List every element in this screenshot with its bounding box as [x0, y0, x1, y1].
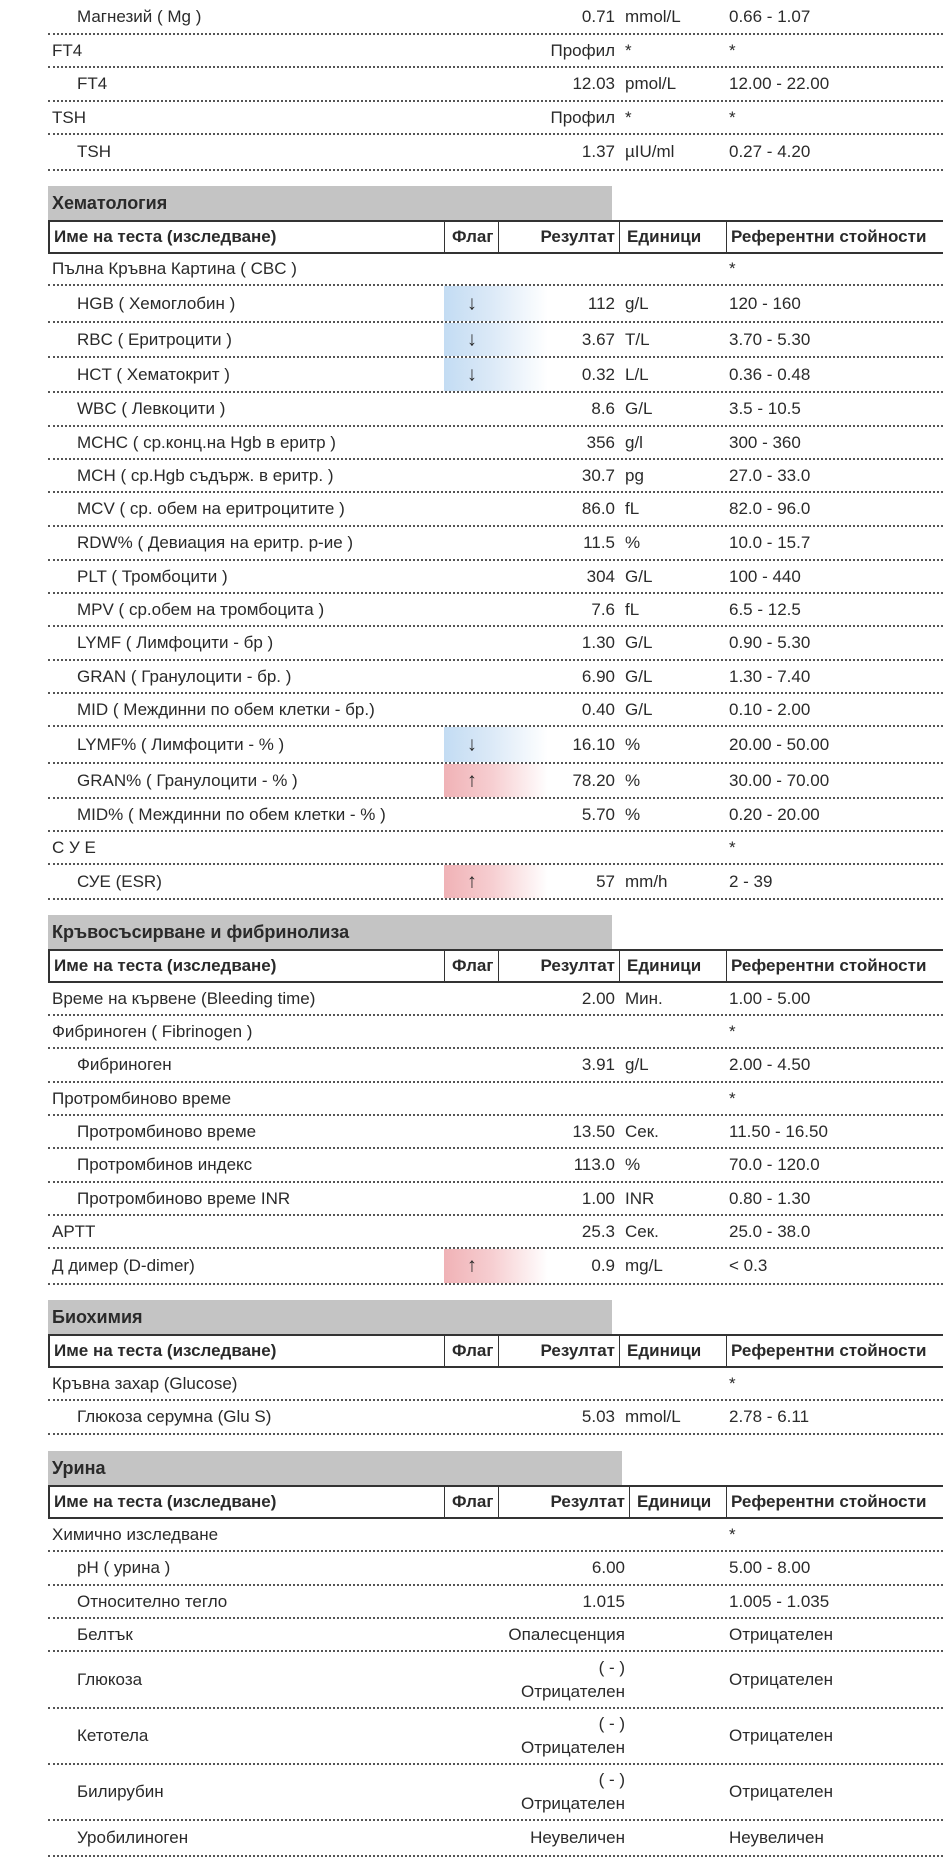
- test-name: LYMF ( Лимфоцити - бр ): [77, 633, 274, 652]
- table-row: [48, 1249, 943, 1285]
- test-name: MCV ( ср. обем на еритроцитите ): [77, 499, 345, 518]
- test-reference: 3.5 - 10.5: [729, 399, 801, 418]
- table-row: [48, 135, 943, 171]
- test-name: MCHC ( ср.конц.на Hgb в еритр ): [77, 432, 336, 452]
- test-reference: 0.90 - 5.30: [729, 633, 811, 652]
- test-name: HGB ( Хемоглобин ): [77, 293, 236, 313]
- test-unit: mmol/L: [625, 1407, 681, 1426]
- test-result: Неувеличен: [530, 1828, 625, 1847]
- test-reference: 2.78 - 6.11: [729, 1407, 810, 1426]
- test-unit: G/L: [625, 699, 653, 719]
- test-reference: 82.0 - 96.0: [729, 499, 811, 518]
- test-unit: %: [625, 1155, 641, 1174]
- table-header: [48, 1334, 943, 1368]
- test-reference: Отрицателен: [729, 1669, 834, 1689]
- table-row: [48, 68, 943, 102]
- test-name: Фибриноген ( Fibrinogen ): [52, 1021, 253, 1041]
- table-row: [48, 1552, 943, 1586]
- column-divider: [444, 951, 445, 981]
- table-row: [48, 983, 943, 1016]
- test-reference: 6.5 - 12.5: [729, 599, 801, 619]
- test-name: RBC ( Еритроцити ): [77, 329, 232, 349]
- test-unit: %: [625, 804, 641, 824]
- test-name: Уробилиноген: [77, 1828, 189, 1847]
- test-unit: pmol/L: [625, 74, 677, 93]
- column-divider: [498, 951, 499, 981]
- test-result: Профил: [550, 40, 615, 60]
- test-result-line: Отрицателен: [520, 1794, 625, 1813]
- test-name: Относително тегло: [77, 1591, 228, 1611]
- test-name: TSH: [77, 142, 111, 161]
- test-result: 1.00: [581, 1188, 615, 1208]
- column-header-unit: Единици: [627, 1341, 702, 1360]
- column-header-reference: Референтни стойности: [731, 1341, 927, 1360]
- test-result-line: ( - ): [598, 1770, 625, 1789]
- test-result: 0.9: [591, 1256, 615, 1275]
- test-name: MID% ( Междинни по обем клетки - % ): [77, 804, 386, 824]
- test-name: Кетотела: [77, 1726, 149, 1745]
- table-row: [48, 427, 943, 460]
- test-unit: g/l: [625, 432, 643, 452]
- test-result: 356: [586, 432, 615, 452]
- test-unit: mm/h: [625, 871, 668, 891]
- table-header: [48, 1485, 943, 1519]
- test-name: TSH: [52, 107, 86, 127]
- table-row: [48, 393, 943, 427]
- test-unit: G/L: [625, 566, 653, 586]
- test-reference: 12.00 - 22.00: [729, 74, 830, 93]
- test-unit: Сек.: [625, 1121, 659, 1141]
- column-divider: [444, 222, 445, 252]
- test-unit: %: [625, 734, 641, 754]
- table-row: [48, 460, 943, 493]
- test-name: MCH ( ср.Hgb съдърж. в еритр. ): [77, 465, 334, 485]
- arrow-up-icon: ↑: [467, 769, 477, 791]
- section-title: Хематология: [48, 186, 612, 220]
- test-name: Протромбиново време: [77, 1121, 257, 1141]
- test-unit: %: [625, 770, 641, 790]
- test-name: FT4: [52, 40, 83, 60]
- table-row: [48, 0, 943, 35]
- table-row: [48, 1586, 943, 1619]
- table-row: [48, 561, 943, 594]
- flag-low-cell: [444, 323, 548, 356]
- test-unit: *: [625, 107, 632, 127]
- test-name: pH ( урина ): [77, 1558, 171, 1577]
- test-reference: *: [729, 1373, 736, 1393]
- test-unit: T/L: [625, 329, 650, 349]
- test-reference: *: [729, 107, 736, 127]
- flag-low-cell: [444, 727, 548, 762]
- test-name: FT4: [77, 74, 108, 93]
- test-name: APTT: [52, 1221, 96, 1241]
- test-name: MID ( Междинни по обем клетки - бр.): [77, 699, 375, 719]
- test-unit: Мин.: [625, 988, 663, 1008]
- test-name: Глюкоза: [77, 1669, 143, 1689]
- test-name: GRAN% ( Гранулоцити - % ): [77, 770, 298, 790]
- column-header-result: Резултат: [540, 227, 615, 246]
- test-name: Протромбинов индекс: [77, 1155, 253, 1174]
- test-result: 1.30: [581, 633, 615, 652]
- test-unit: L/L: [625, 364, 649, 384]
- column-header-result: Резултат: [540, 1341, 615, 1360]
- test-unit: g/L: [625, 293, 649, 313]
- column-divider: [498, 1487, 499, 1517]
- test-reference: 100 - 440: [729, 566, 801, 586]
- column-header-result: Резултат: [540, 956, 615, 975]
- test-unit: mg/L: [625, 1256, 663, 1275]
- test-reference: 10.0 - 15.7: [729, 533, 811, 552]
- test-reference: 0.80 - 1.30: [729, 1188, 811, 1208]
- table-row: [48, 1401, 943, 1435]
- test-result: 6.00: [591, 1558, 625, 1577]
- column-header-name: Име на теста (изследване): [54, 1492, 277, 1511]
- test-name: Химично изследване: [52, 1524, 219, 1544]
- table-row: [48, 1709, 943, 1765]
- flag-low-cell: [444, 358, 548, 391]
- column-divider: [444, 1336, 445, 1366]
- table-row: [48, 764, 943, 799]
- test-result: 1.37: [581, 142, 615, 161]
- test-name: PLT ( Тромбоцити ): [77, 566, 228, 586]
- test-name: Д димер (D-dimer): [52, 1256, 195, 1275]
- test-reference: Неувеличен: [729, 1828, 824, 1847]
- test-result: [521, 1712, 625, 1760]
- table-row: [48, 594, 943, 627]
- table-row: [48, 1016, 943, 1049]
- test-name: СУЕ (ESR): [77, 871, 162, 891]
- test-name: LYMF% ( Лимфоцити - % ): [77, 734, 285, 754]
- test-unit: pg: [625, 465, 644, 485]
- test-name: Протромбиново време: [52, 1088, 232, 1108]
- column-header-flag: Флаг: [452, 227, 494, 246]
- test-reference: *: [729, 259, 736, 278]
- table-row: [48, 627, 943, 661]
- test-unit: *: [625, 40, 632, 60]
- test-unit: fL: [625, 499, 640, 518]
- test-result: 0.32: [581, 364, 615, 384]
- arrow-down-icon: ↓: [467, 328, 477, 350]
- test-result: 25.3: [581, 1221, 615, 1241]
- test-reference: 1.30 - 7.40: [729, 666, 811, 686]
- test-reference: 30.00 - 70.00: [729, 770, 830, 790]
- test-unit: µIU/ml: [625, 142, 675, 161]
- test-unit: G/L: [625, 399, 653, 418]
- column-header-flag: Флаг: [452, 1341, 494, 1360]
- column-divider: [444, 1487, 445, 1517]
- test-name: Време на кървене (Bleeding time): [52, 988, 316, 1008]
- arrow-down-icon: ↓: [467, 733, 477, 755]
- test-name: Пълна Кръвна Картина ( CBC ): [52, 259, 297, 278]
- column-header-reference: Референтни стойности: [731, 1492, 927, 1511]
- table-row: [48, 799, 943, 832]
- table-row: [48, 694, 943, 727]
- test-name: HCT ( Хематокрит ): [77, 364, 230, 384]
- test-reference: Отрицателен: [729, 1726, 834, 1745]
- arrow-down-icon: ↓: [467, 363, 477, 385]
- column-header-name: Име на теста (изследване): [54, 956, 277, 975]
- test-unit: Сек.: [625, 1221, 659, 1241]
- column-divider: [498, 1336, 499, 1366]
- table-row: [48, 358, 943, 393]
- test-name: С У Е: [52, 837, 96, 857]
- column-header-reference: Референтни стойности: [731, 227, 927, 246]
- column-divider: [726, 222, 727, 252]
- test-result: 113.0: [573, 1155, 615, 1174]
- test-reference: *: [729, 40, 736, 60]
- test-unit: G/L: [625, 666, 653, 686]
- column-header-name: Име на теста (изследване): [54, 1341, 277, 1360]
- test-reference: *: [729, 1021, 736, 1041]
- test-result: 86.0: [581, 499, 615, 518]
- test-name: Протромбиново време INR: [77, 1188, 291, 1208]
- test-result-line: ( - ): [598, 1657, 625, 1677]
- table-row: [48, 1519, 943, 1552]
- test-reference: 70.0 - 120.0: [729, 1155, 820, 1174]
- flag-high-cell: [444, 764, 548, 797]
- table-row: [48, 1083, 943, 1116]
- column-header-result: Резултат: [550, 1492, 625, 1511]
- section-title: Урина: [48, 1451, 622, 1485]
- section-title: Кръвосъсирване и фибринолиза: [48, 915, 612, 949]
- column-header-unit: Единици: [637, 1492, 712, 1511]
- test-name: GRAN ( Гранулоцити - бр. ): [77, 666, 292, 686]
- test-name: WBC ( Левкоцити ): [77, 399, 226, 418]
- test-unit: g/L: [625, 1055, 649, 1074]
- test-result: 112: [587, 293, 615, 313]
- flag-high-cell: [444, 865, 548, 898]
- arrow-down-icon: ↓: [467, 292, 477, 314]
- section-title: Биохимия: [48, 1300, 612, 1334]
- test-name: RDW% ( Девиация на еритр. р-ие ): [77, 533, 354, 552]
- table-row: [48, 102, 943, 135]
- test-result-line: Отрицателен: [520, 1681, 625, 1701]
- test-result: 30.7: [581, 465, 615, 485]
- flag-low-cell: [444, 286, 548, 321]
- test-reference: 0.36 - 0.48: [729, 364, 811, 384]
- test-reference: 2.00 - 4.50: [729, 1055, 811, 1074]
- test-result: 57: [596, 871, 615, 891]
- test-result: Опалесценция: [508, 1624, 625, 1644]
- test-reference: 3.70 - 5.30: [729, 329, 811, 349]
- test-result: 0.40: [581, 699, 615, 719]
- column-header-unit: Единици: [627, 956, 702, 975]
- test-reference: 1.005 - 1.035: [729, 1591, 830, 1611]
- test-unit: fL: [625, 599, 640, 619]
- test-result: 78.20: [572, 770, 615, 790]
- test-reference: 2 - 39: [729, 871, 773, 891]
- test-result: 13.50: [572, 1121, 615, 1141]
- test-result: 1.015: [582, 1591, 625, 1611]
- test-reference: *: [729, 1524, 736, 1544]
- column-divider: [498, 222, 499, 252]
- test-result: 304: [586, 566, 615, 586]
- column-header-unit: Единици: [627, 227, 702, 246]
- test-unit: INR: [625, 1188, 655, 1208]
- test-result-line: Отрицателен: [520, 1738, 625, 1757]
- test-result: 2.00: [581, 988, 615, 1008]
- test-name: Белтък: [77, 1624, 133, 1644]
- column-header-flag: Флаг: [452, 1492, 494, 1511]
- table-row: [48, 527, 943, 561]
- table-row: [48, 1652, 943, 1709]
- test-reference: *: [729, 837, 736, 857]
- column-divider: [619, 222, 620, 252]
- column-divider: [619, 1336, 620, 1366]
- table-row: [48, 254, 943, 286]
- table-header: [48, 220, 943, 254]
- table-row: [48, 1821, 943, 1857]
- test-name: Фибриноген: [77, 1055, 172, 1074]
- table-row: [48, 1183, 943, 1216]
- test-unit: %: [625, 533, 641, 552]
- test-reference: 0.20 - 20.00: [729, 804, 820, 824]
- table-row: [48, 1368, 943, 1401]
- test-unit: G/L: [625, 633, 653, 652]
- test-result: 16.10: [572, 734, 615, 754]
- test-result: 5.70: [581, 804, 615, 824]
- table-row: [48, 1216, 943, 1249]
- column-header-name: Име на теста (изследване): [54, 227, 277, 246]
- table-row: [48, 1116, 943, 1149]
- test-reference: 1.00 - 5.00: [729, 988, 811, 1008]
- test-result: 8.6: [591, 399, 615, 418]
- test-result: 3.67: [581, 329, 615, 349]
- test-reference: < 0.3: [729, 1256, 768, 1275]
- column-divider: [629, 1487, 630, 1517]
- arrow-up-icon: ↑: [467, 1254, 477, 1277]
- test-reference: 27.0 - 33.0: [729, 465, 811, 485]
- test-result: 7.6: [591, 599, 615, 619]
- test-result: 12.03: [572, 74, 615, 93]
- table-row: [48, 323, 943, 358]
- test-name: Глюкоза серумна (Glu S): [77, 1407, 272, 1426]
- test-reference: 25.0 - 38.0: [729, 1221, 811, 1241]
- test-reference: 5.00 - 8.00: [729, 1558, 811, 1577]
- test-reference: 120 - 160: [729, 293, 801, 313]
- test-result: Профил: [550, 107, 615, 127]
- test-reference: 0.66 - 1.07: [729, 6, 811, 26]
- flag-high-cell: [444, 1249, 548, 1283]
- test-result: 6.90: [581, 666, 615, 686]
- test-reference: 20.00 - 50.00: [729, 734, 830, 754]
- column-header-flag: Флаг: [452, 956, 494, 975]
- test-result-line: ( - ): [598, 1714, 625, 1733]
- table-header: [48, 949, 943, 983]
- test-reference: Отрицателен: [729, 1782, 834, 1801]
- column-divider: [726, 1336, 727, 1366]
- test-name: Магнезий ( Mg ): [77, 6, 202, 26]
- test-reference: 11.50 - 16.50: [729, 1121, 828, 1141]
- table-row: [48, 286, 943, 323]
- test-reference: Отрицателен: [729, 1624, 834, 1644]
- test-reference: 300 - 360: [729, 432, 801, 452]
- test-name: Кръвна захар (Glucose): [52, 1373, 238, 1393]
- test-reference: 0.27 - 4.20: [729, 142, 811, 161]
- table-row: [48, 1765, 943, 1821]
- test-reference: *: [729, 1088, 736, 1108]
- test-result: 5.03: [581, 1407, 615, 1426]
- test-result: 11.5: [583, 533, 615, 552]
- test-result: [521, 1768, 625, 1816]
- column-divider: [726, 1487, 727, 1517]
- test-reference: 0.10 - 2.00: [729, 699, 811, 719]
- arrow-up-icon: ↑: [467, 870, 477, 892]
- table-row: [48, 865, 943, 900]
- column-divider: [726, 951, 727, 981]
- table-row: [48, 727, 943, 764]
- table-row: [48, 1149, 943, 1183]
- column-divider: [619, 951, 620, 981]
- column-header-reference: Референтни стойности: [731, 956, 927, 975]
- table-row: [48, 661, 943, 694]
- test-result: 0.71: [581, 6, 615, 26]
- table-row: [48, 832, 943, 865]
- test-result: [521, 1656, 625, 1704]
- table-row: [48, 493, 943, 527]
- table-row: [48, 35, 943, 68]
- test-result: 3.91: [581, 1055, 615, 1074]
- table-row: [48, 1049, 943, 1083]
- test-name: MPV ( ср.обем на тромбоцита ): [77, 599, 325, 619]
- table-row: [48, 1619, 943, 1652]
- test-name: Билирубин: [77, 1782, 164, 1801]
- test-unit: mmol/L: [625, 6, 681, 26]
